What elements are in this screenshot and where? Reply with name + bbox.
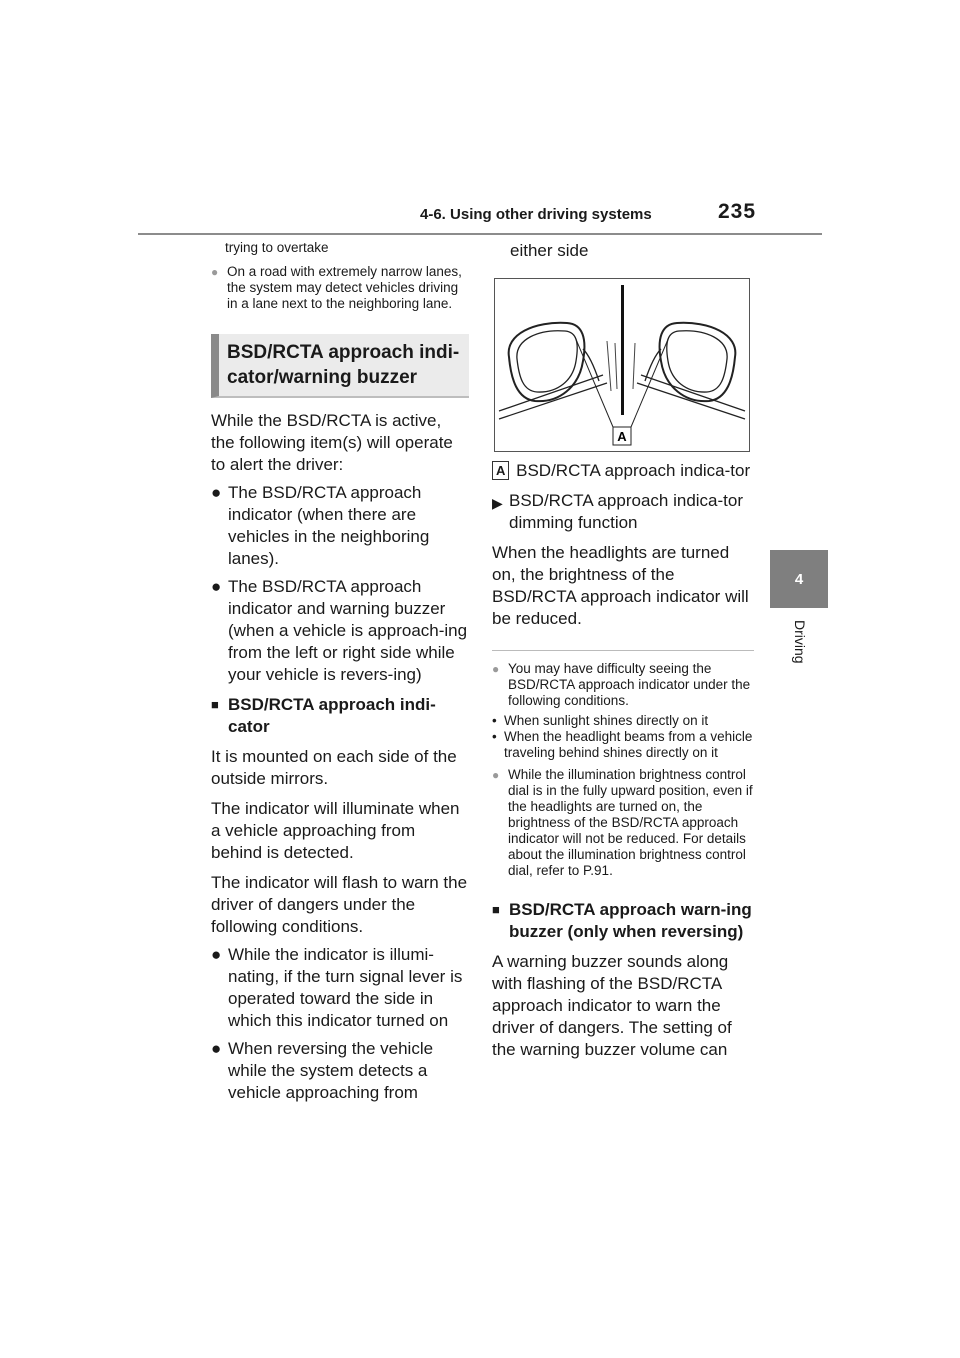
continued-note: trying to overtake: [225, 240, 329, 255]
note-sub-item: [492, 729, 754, 761]
sub-heading-text: BSD/RCTA approach warn-ing buzzer (only when reversing): [509, 900, 752, 941]
legend-callout: A: [492, 461, 509, 480]
paragraph: It is mounted on each side of the outside mirrors.: [211, 747, 457, 788]
figure-legend: [492, 460, 754, 482]
note-divider: [492, 650, 754, 651]
note-text: On a road with extremely narrow lanes, the system may detect vehicles driving in a lane next to the neighboring lane.: [227, 264, 462, 311]
chapter-tab[interactable]: 4: [770, 550, 828, 608]
bullet-text: When reversing the vehicle while the system detects a vehicle approaching from: [228, 1039, 434, 1102]
note-sub-text: When sunlight shines directly on it: [504, 713, 709, 728]
figure-callout-a: A: [617, 429, 627, 444]
intro-text: While the BSD/RCTA is active, the following item(s) will operate to alert the driver:: [211, 411, 453, 474]
bullet-item: [211, 1038, 469, 1104]
triangle-heading: [492, 490, 754, 534]
note-narrow-lanes: [211, 264, 469, 312]
square-bullet-icon: ■: [211, 697, 219, 712]
legend-text: BSD/RCTA approach indica-tor: [516, 461, 751, 480]
small-dot-icon: •: [492, 713, 497, 728]
header-title: 4-6. Using other driving systems: [420, 206, 652, 223]
note-sub-text: When the headlight beams from a vehicle traveling behind shines directly on it: [504, 729, 753, 760]
section-heading: BSD/RCTA approach indi-cator/warning buzzer: [211, 334, 469, 398]
paragraph: The indicator will illuminate when a vehicle approaching from behind is detected.: [211, 799, 460, 862]
page-number: 235: [718, 200, 757, 223]
paragraph: When the headlights are turned on, the brightness of the BSD/RCTA approach indicator will be reduced.: [492, 543, 749, 628]
header-rule: [138, 233, 822, 235]
right-column: [492, 240, 754, 1061]
bullet-dot-icon: ●: [211, 577, 222, 596]
small-dot-icon: •: [492, 729, 497, 744]
bullet-dot-icon: ●: [211, 483, 222, 502]
sub-heading: [211, 694, 469, 738]
note-dot-icon: ●: [492, 768, 500, 782]
bullet-text: The BSD/RCTA approach indicator (when there are vehicles in the neighboring lanes).: [228, 483, 430, 568]
note-text: While the illumination brightness control dial is in the fully upward position, even if the headlights are turned on, the brightness of the BSD/RCTA approach indicator will not be reduced. For details about the illumination brightness control dial, refer to P.91.: [508, 767, 753, 878]
bullet-dot-icon: ●: [211, 945, 222, 964]
note-item: [492, 767, 754, 879]
bullet-text: The BSD/RCTA approach indicator and warning buzzer (when a vehicle is approach-ing from the left or right side while your vehicle is revers-ing): [228, 577, 468, 684]
left-column: [211, 240, 469, 1104]
paragraph: The indicator will flash to warn the driver of dangers under the following conditions.: [211, 873, 468, 936]
triangle-heading-text: BSD/RCTA approach indica-tor dimming function: [509, 491, 744, 532]
sub-heading: [492, 899, 754, 943]
square-bullet-icon: ■: [492, 902, 500, 917]
mirror-diagram: [495, 279, 749, 451]
bullet-dot-icon: ●: [211, 1039, 222, 1058]
continued-text: either side: [510, 241, 589, 260]
note-item: [492, 661, 754, 709]
bullet-text: While the indicator is illumi-nating, if the turn signal lever is operated toward the side in which this indicator turned on: [228, 945, 463, 1030]
note-sub-item: [492, 713, 754, 729]
note-dot-icon: ●: [211, 265, 219, 279]
triangle-right-icon: ▶: [492, 495, 503, 511]
bullet-item: [211, 576, 469, 686]
chapter-label: Driving: [792, 620, 808, 664]
bullet-item: [211, 944, 469, 1032]
sub-heading-text: BSD/RCTA approach indi-cator: [228, 695, 436, 736]
bullet-item: [211, 482, 469, 570]
note-text: You may have difficulty seeing the BSD/RCTA approach indicator under the following conditions.: [508, 661, 751, 708]
note-dot-icon: ●: [492, 662, 500, 676]
mirror-illustration: [494, 278, 750, 452]
paragraph: A warning buzzer sounds along with flashing of the BSD/RCTA approach indicator to warn the driver of dangers. The setting of the warning buzzer volume can: [492, 952, 732, 1059]
